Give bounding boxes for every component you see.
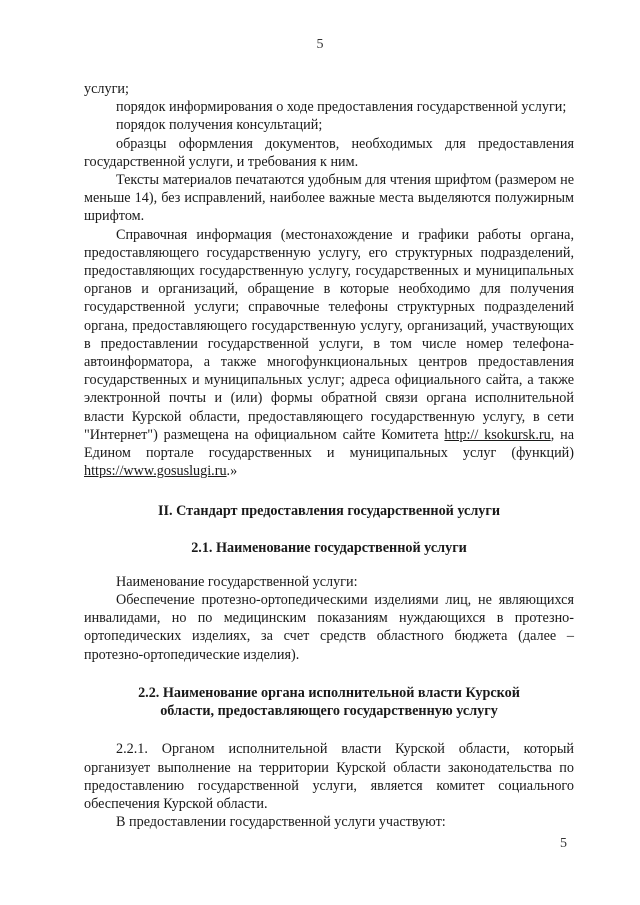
subsection-heading-2-1: 2.1. Наименование государственной услуги [191,539,467,556]
paragraph-font-note: Тексты материалов печатаются удобным для чтения шрифтом (размером не меньше 14), без исправлений, наиболее важные места выделяются полужирным шрифтом. [84,172,574,225]
list-item: порядок информирования о ходе предоставления государственной услуги; [116,99,567,116]
document-body [84,80,574,831]
reference-text-mid: , на Едином портале государственных и муниципальных услуг [84,426,575,462]
reference-text: Справочная информация (местонахождение и графики работы органа, предоставляющего государственную услугу, его структурных подразделений, предоставляющих государственную услугу, государственных и муниципальных органов и организаций, обращение в которые необходимо для получения государственной услуги; справочные телефоны структурных подразделений органа, предоставляющего государственную услугу, организаций, участвующих в предоставлении государственной услуги, в том числе номер телефона-автоинформатора, а также многофункциональных центров предоставления государственных и муниципальных услуг; адреса официального сайта, а также электронной почты и (или) формы обратной связи органа исполнительной власти Курской области, предоставляющего государственную услугу, в сети "Интернет") размещена на официальном сайте Комитета [84,226,574,443]
paragraph: В предоставлении государственной услуги участвуют: [116,814,446,831]
paragraph-reference-info [84,226,574,481]
reference-text-functions: (функций) [511,445,575,462]
subsection-heading-line: области, предоставляющего государственную услугу [160,703,498,720]
list-item: порядок получения консультаций; [116,117,323,134]
paragraph: 2.2.1. Органом исполнительной власти Курской области, который организует выполнение на территории Курской области законодательства по предоставлению государственной услуги, является комитет социального обеспечения Курской области. [84,741,574,812]
text-line: услуги; [84,81,129,97]
subsection-heading-2-2 [84,684,574,720]
paragraph: Обеспечение протезно-ортопедическими изделиями лиц, не являющихся инвалидами, но по медицинским показаниям нуждающихся в протезно-ортопедических изделиях, за счет средств областного бюджета (далее – протезно-ортопедические изделия). [84,592,574,663]
gosuslugi-link[interactable]: https://www.gosuslugi.ru [84,463,227,480]
section-heading: II. Стандарт предоставления государственной услуги [157,503,501,520]
list-item: образцы оформления документов, необходимых для предоставления государственной услуги, и требования к ним. [84,135,574,170]
page-number-top: 5 [316,37,324,52]
page-number-bottom: 5 [560,836,567,851]
committee-site-link[interactable]: http:// ksokursk.ru [444,426,551,443]
subsection-heading-line: 2.2. Наименование органа исполнительной власти Курской [138,684,520,701]
paragraph: Наименование государственной услуги: [116,573,358,590]
reference-text-end: .» [226,463,238,480]
